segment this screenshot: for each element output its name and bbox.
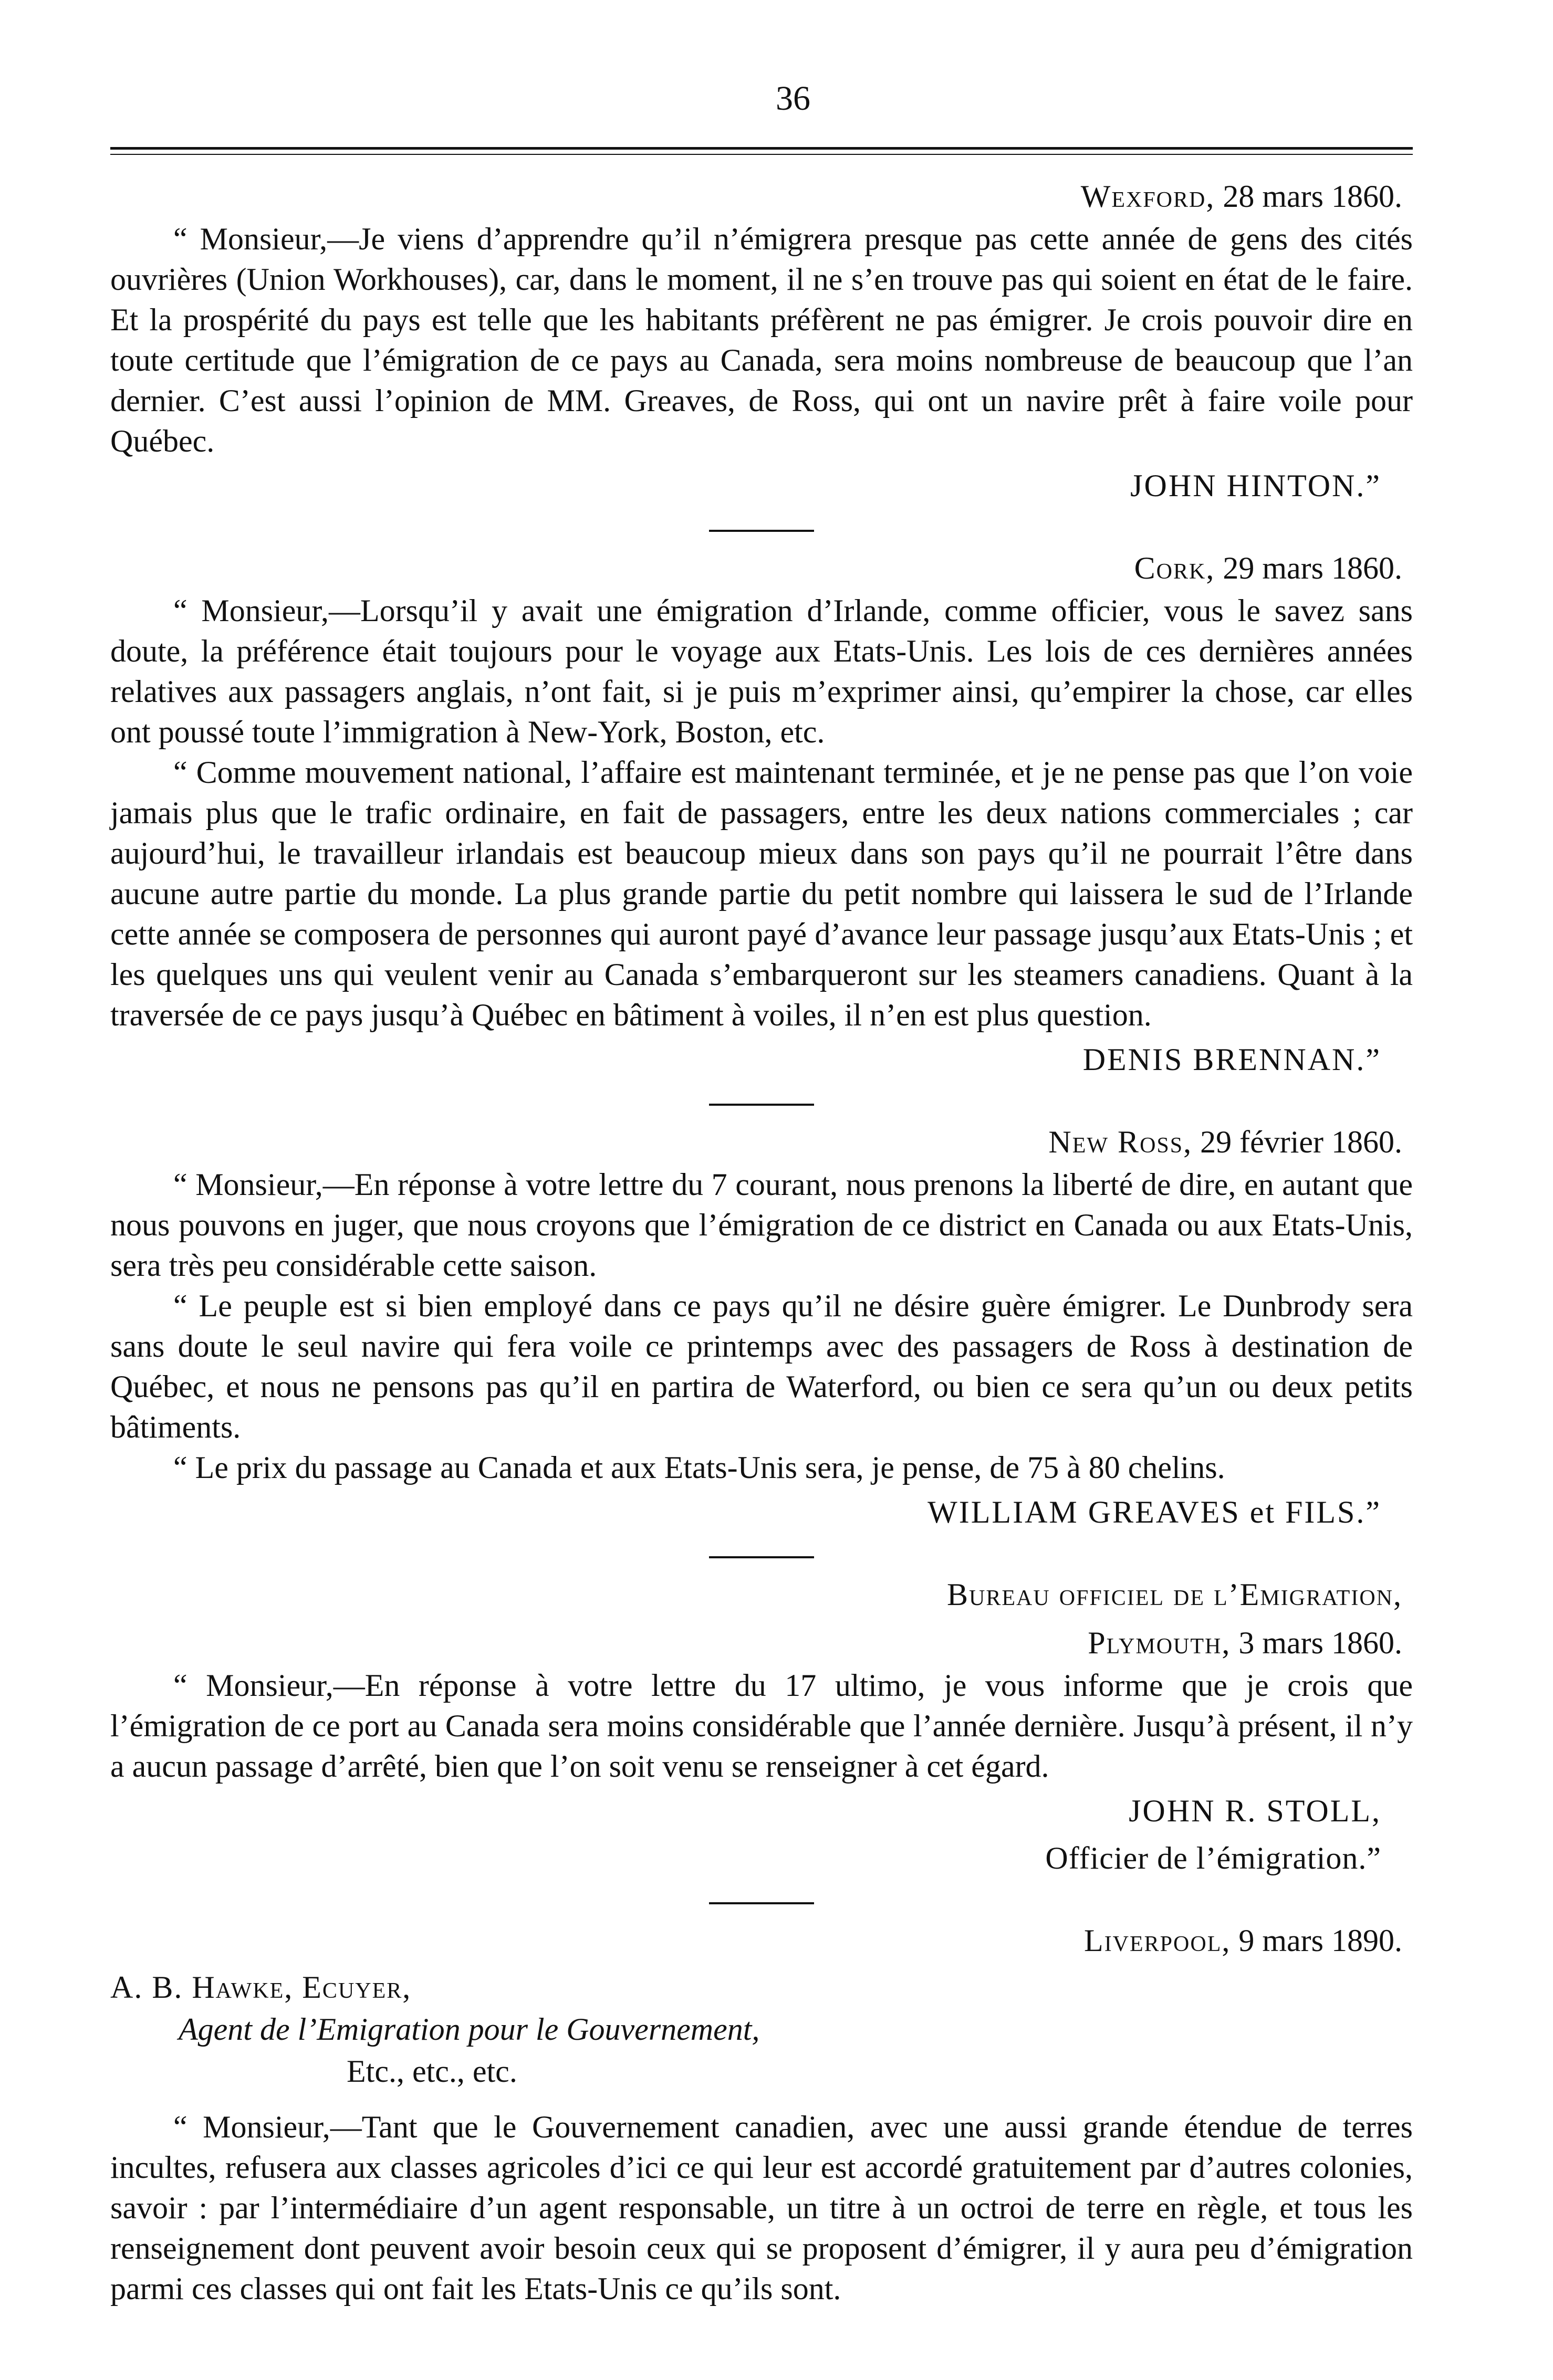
office-heading: Bureau officiel de l’Emigration, — [947, 1577, 1402, 1612]
dateline-new-ross: New Ross, 29 février 1860. — [1048, 1125, 1402, 1159]
letter-paragraph: “ Monsieur,—Lorsqu’il y avait une émigration d’Irlande, comme officier, vous le savez sans doute, la préférence était toujours pour le voyage aux Etats-Unis. Les lois de ces dernières années relatives aux passagers anglais, n’ont fait, si je puis m’exprimer ainsi, qu’empirer la chose, car elles ont poussé toute l’immigration à New-York, Boston, etc. — [110, 593, 1413, 749]
section-separator — [709, 1104, 814, 1106]
section-separator — [709, 530, 814, 532]
addressee-etc: Etc., etc., etc. — [347, 2054, 517, 2089]
dateline-plymouth: Plymouth, 3 mars 1860. — [1088, 1626, 1402, 1660]
header-rule — [110, 147, 1413, 150]
signature-title-stoll: Officier de l’émigration.” — [1045, 1841, 1381, 1875]
letter-paragraph: “ Comme mouvement national, l’affaire est maintenant terminée, et je ne pense pas que l’on voie jamais plus que le trafic ordinaire, en fait de passagers, entre les deux nations commerciales ; car aujourd’hui, le travailleur irlandais est beaucoup mieux dans son pays qu’il ne pourrait l’être dans aucune autre partie du monde. La plus grande partie du petit nombre qui laissera le sud de l’Irlande cette année se composera de personnes qui auront payé d’avance leur passage jusqu’aux Etats-Unis ; et les quelques uns qui veulent venir au Canada s’embarqueront sur les steamers canadiens. Quant à la traversée de ce pays jusqu’à Québec en bâtiment à voiles, il n’en est plus question. — [110, 755, 1413, 1032]
signature-brennan: DENIS BRENNAN.” — [1082, 1042, 1381, 1077]
signature-hinton: JOHN HINTON.” — [1130, 468, 1381, 503]
letter-paragraph: “ Monsieur,—Tant que le Gouvernement canadien, avec une aussi grande étendue de terres incultes, refusera aux classes agricoles d’ici ce qui leur est accordé gratuitement par d’autres colonies, savoir : par l’intermédiaire d’un agent responsable, un titre à un octroi de terre en règle, et tous les renseignement dont peuvent avoir besoin ceux qui se proposent d’émigrer, il y aura peu d’émigration parmi ces classes qui ont fait les Etats-Unis ce qu’ils sont. — [110, 2110, 1413, 2306]
letter-paragraph: “ Monsieur,—En réponse à votre lettre du 7 courant, nous prenons la liberté de dire, en autant que nous pouvons en juger, que nous croyons que l’émigration de ce district en Canada ou aux Etats-Unis, sera très peu considérable cette saison. — [110, 1167, 1413, 1283]
dateline-cork: Cork, 29 mars 1860. — [1134, 551, 1402, 585]
dateline-liverpool: Liverpool, 9 mars 1890. — [1084, 1923, 1402, 1958]
letter-paragraph: “ Le peuple est si bien employé dans ce pays qu’il ne désire guère émigrer. Le Dunbrody sera sans doute le seul navire qui fera voile ce printemps avec des passagers de Ross à destination de Québec, et nous ne pensons pas qu’il en partira de Waterford, ou bien ce sera qu’un ou deux petits bâtiments. — [110, 1288, 1413, 1444]
page-number: 36 — [776, 79, 810, 118]
page — [110, 79, 1413, 2309]
letter-paragraph: “ Monsieur,—En réponse à votre lettre du 17 ultimo, je vous informe que je crois que l’émigration de ce port au Canada sera moins considérable que l’année dernière. Jusqu’à présent, il n’y a aucun passage d’arrêté, bien que l’on soit venu se renseigner à cet égard. — [110, 1668, 1413, 1784]
addressee-title: Agent de l’Emigration pour le Gouvernement, — [179, 2012, 760, 2047]
signature-stoll: JOHN R. STOLL, — [1129, 1794, 1381, 1828]
letter-paragraph: “ Monsieur,—Je viens d’apprendre qu’il n’émigrera presque pas cette année de gens des cités ouvrières (Union Workhouses), car, dans le moment, il ne s’en trouve pas qui soient en état de le faire. Et la prospérité du pays est telle que les habitants préfèrent ne pas émigrer. Je crois pouvoir dire en toute certitude que l’émigration de ce pays au Canada, sera moins nombreuse de beaucoup que l’an dernier. C’est aussi l’opinion de MM. Greaves, de Ross, qui ont un navire prêt à faire voile pour Québec. — [110, 222, 1413, 458]
addressee: A. B. Hawke, Ecuyer, — [110, 1970, 412, 2005]
dateline-wexford: Wexford, 28 mars 1860. — [1080, 179, 1402, 214]
signature-greaves: WILLIAM GREAVES et FILS.” — [927, 1495, 1381, 1529]
section-separator — [709, 1902, 814, 1904]
header-rule-thin — [110, 154, 1413, 155]
letter-paragraph: “ Le prix du passage au Canada et aux Etats-Unis sera, je pense, de 75 à 80 chelins. — [173, 1450, 1225, 1485]
section-separator — [709, 1556, 814, 1558]
